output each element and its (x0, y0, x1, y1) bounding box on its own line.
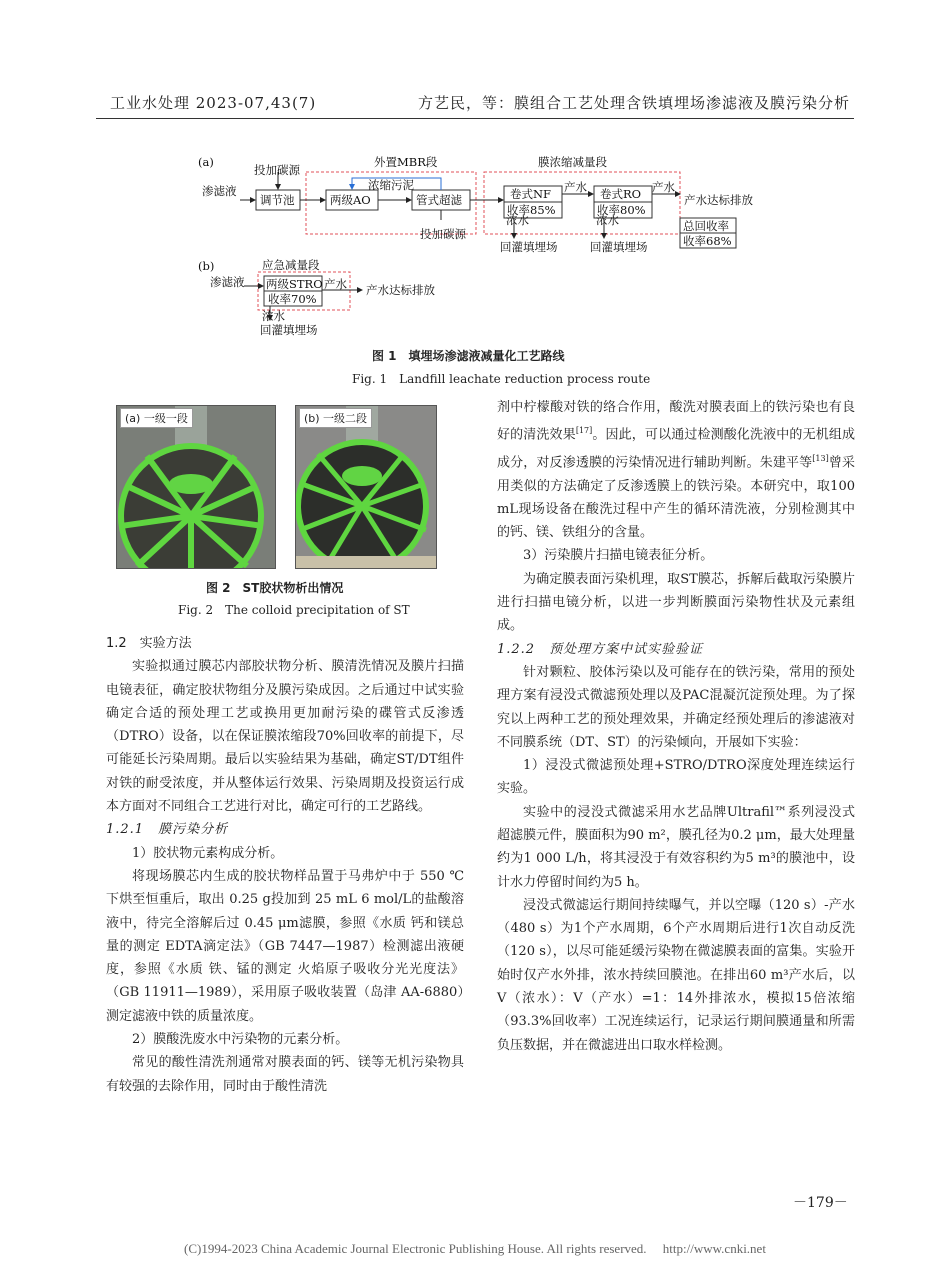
fig1-total-rate: 收率68% (683, 234, 732, 248)
figure-2-caption-cn: 图 2 ST胶状物析出情况 (206, 581, 344, 595)
fig1-return-1: 回灌填埋场 (500, 240, 558, 254)
fig1-conc-section: 膜浓缩减量段 (538, 155, 607, 169)
membrane-photo-b (296, 406, 436, 568)
right-paragraph-4: 针对颗粒、胶体污染以及可能存在的铁污染，常用的预处理方案有浸没式微滤预处理以及PAC混凝沉淀预处理。为了探究以上两种工艺的预处理效果，并确定经预处理后的渗滤液对不同膜系统（DT、ST）的污染倾向，开展如下实验： (497, 664, 855, 750)
right-paragraph-5: 1）浸没式微滤预处理+STRO/DTRO深度处理连续运行实验。 (497, 758, 855, 797)
right-p1-text-b: 。因此，可以通过检测酸化洗液中的无机组成成分，对反渗透膜的污染情况进行辅助判断。朱建平等 (497, 427, 855, 471)
fig1-ro-rate: 收率80% (597, 203, 646, 217)
fig1-product-1: 产水 (564, 180, 587, 194)
photo-a-label: (a) 一级一段 (120, 408, 193, 428)
figure-2-caption-en: Fig. 2 The colloid precipitation of ST (178, 603, 410, 617)
fig1-return-b: 回灌填埋场 (260, 323, 318, 337)
fig1-sludge: 浓缩污泥 (368, 178, 414, 192)
photo-stage-1-2 (295, 405, 437, 569)
section-heading-1-2: 1.2 实验方法 (106, 636, 192, 651)
membrane-photo-a (117, 406, 275, 568)
fig1-stro-rate: 收率70% (268, 292, 317, 306)
fig1-conc-2: 浓水 (596, 213, 619, 227)
right-paragraph-7: 浸没式微滤运行期间持续曝气，并以空曝（120 s）-产水（480 s）为1个产水周期，6个产水周期后进行1次自动反洗（120 s），以尽可能延缓污染物在微滤膜表面的富集。实验开始时仅产水外排，浓水持续回膜池。在排出60 m³产水后，以V（浓水）：V（产水）=1：14外排浓水，模拟15倍浓缩（93.3%回收率）工况连续运行，记录运行期间膜通量和所需负压数据，并在微滤进出口取水样检测。 (497, 897, 855, 1053)
fig1-tank: 调节池 (260, 193, 295, 207)
fig1-mbr-section: 外置MBR段 (374, 155, 438, 169)
left-paragraph-3: 将现场膜芯内生成的胶状物样品置于马弗炉中于 550 ℃下烘至恒重后，取出 0.25 g投加到 25 mL 6 mol/L的盐酸溶液中，待完全溶解后过 0.45 μm滤膜，参照《水质 钙和镁总量的测定 EDTA滴定法》（GB 7447—1987）检测滤出液硬度，参照《水质 铁、锰的测定 火焰原子吸收分光光度法》（GB 11911—1989），采用原子吸收装置（岛津 AA-6880）测定滤液中铁的质量浓度。 (106, 868, 464, 1024)
fig1-discharge-a: 产水达标排放 (684, 193, 753, 207)
left-column (106, 632, 464, 1098)
right-paragraph-2: 3）污染膜片扫描电镜表征分析。 (523, 548, 714, 564)
fig1-discharge-b: 产水达标排放 (366, 283, 435, 297)
fig1-conc-b: 浓水 (262, 309, 285, 323)
right-paragraph-1 (497, 396, 855, 544)
fig1-emergency-section: 应急减量段 (262, 258, 320, 272)
running-title: 方艺民，等：膜组合工艺处理含铁填埋场渗滤液及膜污染分析 (417, 94, 850, 112)
left-paragraph-2: 1）胶状物元素构成分析。 (132, 845, 284, 861)
left-paragraph-4: 2）膜酸洗废水中污染物的元素分析。 (132, 1032, 349, 1048)
citation-17: [17] (575, 426, 593, 436)
fig1-product-2: 产水 (652, 180, 675, 194)
fig1-carbon-top: 投加碳源 (254, 163, 300, 177)
page-number: －179－ (793, 1195, 848, 1211)
fig1-ao: 两级AO (330, 193, 371, 207)
figure-1-caption-en: Fig. 1 Landfill leachate reduction process route (352, 372, 651, 386)
fig1-nf-rate: 收率85% (507, 203, 556, 217)
copyright-footer: (C)1994-2023 China Academic Journal Electronic Publishing House. All rights reserved. http://www.cnki.net (184, 1241, 766, 1256)
left-paragraph-1: 实验拟通过膜芯内部胶状物分析、膜清洗情况及膜片扫描电镜表征，确定胶状物组分及膜污染成因。之后通过中试实验确定合适的预处理工艺或换用更加耐污染的碟管式反渗透（DTRO）设备，以在保证膜浓缩段70%回收率的前提下，尽可能延长污染周期。最后以实验结果为基础，确定ST/DT组件对铁的耐受浓度，并从整体运行效果、污染周期及投资运行成本方面对不同组合工艺进行对比，确定可行的工艺路线。 (106, 659, 464, 815)
fig1-uf: 管式超滤 (416, 193, 462, 207)
fig1-total-recovery: 总回收率 (683, 219, 729, 233)
photo-b-label: (b) 一级二段 (299, 408, 372, 428)
right-p1-text-a: 剂中柠檬酸对铁的络合作用，酸洗对膜表面上的铁污染也有良好的清洗效果 (497, 400, 855, 443)
figure-1-caption-cn: 图 1 填埋场渗滤液减量化工艺路线 (372, 349, 565, 363)
right-column (497, 396, 855, 1057)
figure-1-diagram (196, 152, 776, 338)
fig1-nf-name: 卷式NF (510, 187, 552, 201)
fig1-input-a: 渗滤液 (202, 184, 237, 198)
left-paragraph-5: 常见的酸性清洗剂通常对膜表面的钙、镁等无机污染物具有较强的去除作用，同时由于酸性清洗 (106, 1055, 464, 1094)
fig1-conc-1: 浓水 (506, 213, 529, 227)
fig1-stro-name: 两级STRO (266, 277, 323, 291)
photo-stage-1-1 (116, 405, 276, 569)
fig1-return-2: 回灌填埋场 (590, 240, 648, 254)
fig1-label-b: (b) (198, 259, 215, 273)
fig1-product-b: 产水 (324, 277, 347, 291)
right-paragraph-6: 实验中的浸没式微滤采用水艺品牌Ultrafil™系列浸没式超滤膜元件，膜面积为90 m²，膜孔径为0.2 μm，最大处理量约为1 000 L/h，将其浸没于有效容积约为5 m³的膜池中，设计水力停留时间约为5 h。 (497, 804, 855, 890)
journal-header: 工业水处理 2023-07,43(7) (110, 94, 317, 112)
fig1-label-a: (a) (198, 155, 214, 169)
section-heading-1-2-1: 1.2.1 膜污染分析 (106, 822, 229, 838)
right-paragraph-3: 为确定膜表面污染机理，取ST膜芯，拆解后截取污染膜片进行扫描电镜分析，以进一步判断膜面污染物性状及元素组成。 (497, 571, 855, 634)
fig1-input-b: 渗滤液 (210, 275, 245, 289)
section-heading-1-2-2: 1.2.2 预处理方案中试实验验证 (497, 641, 704, 657)
header-rule (96, 118, 854, 119)
citation-13: [13] (812, 453, 829, 463)
right-p1-text-c: 曾采用类似的方法确定了反渗透膜上的铁污染。本研究中，取100 mL现场设备在酸洗过程中产生的循环清洗液，分别检测其中的钙、镁、铁组分的含量。 (497, 455, 855, 541)
fig1-ro-name: 卷式RO (600, 187, 642, 201)
fig1-carbon-bottom: 投加碳源 (420, 227, 466, 241)
